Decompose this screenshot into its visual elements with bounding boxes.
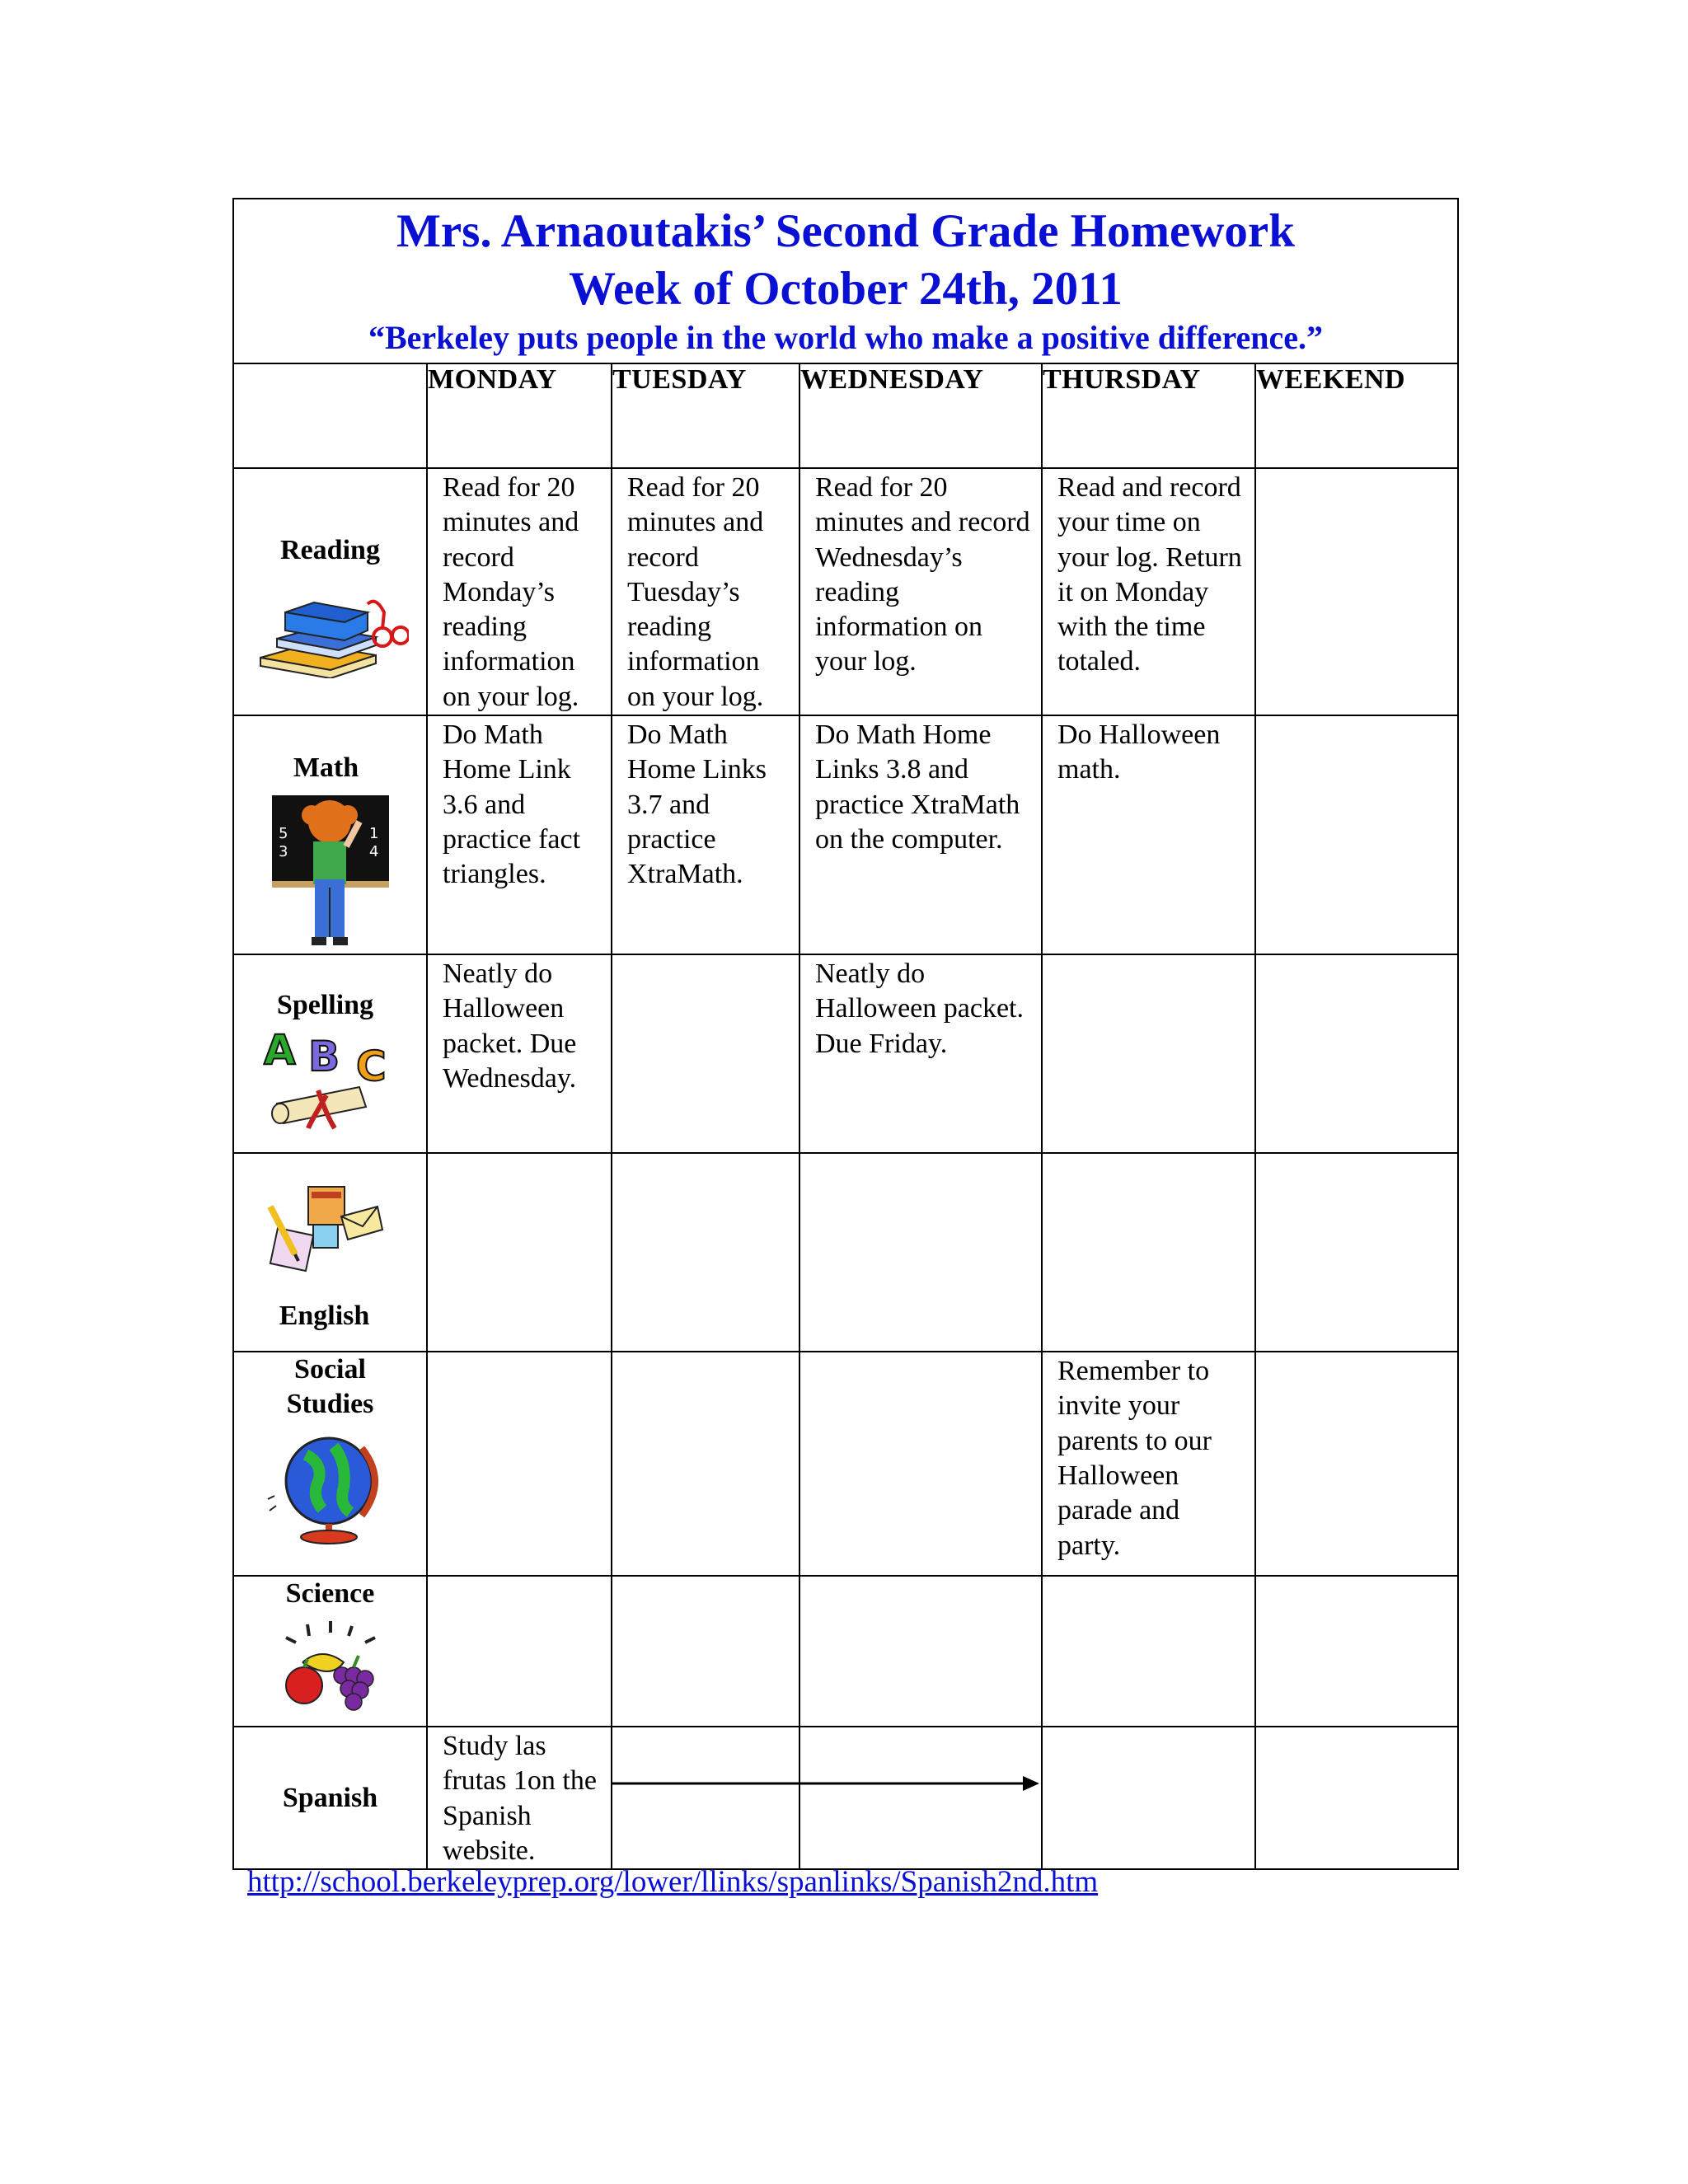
task-cell: Read and record your time on your log. Return it on Monday with the time totaled.: [1042, 468, 1255, 715]
task-cell: Do Math Home Links 3.7 and practice XtraMath.: [612, 715, 799, 954]
task-cell: [1255, 1576, 1458, 1727]
day-header-thursday: THURSDAY: [1042, 363, 1255, 468]
subject-row-reading: [233, 468, 1458, 715]
task-cell: Read for 20 minutes and record Wednesday’s reading information on your log.: [799, 468, 1042, 715]
task-cell: Study las frutas 1on the Spanish website.: [427, 1727, 612, 1869]
task-cell: [612, 1153, 799, 1352]
svg-text:1: 1: [368, 825, 378, 843]
task-cell: [612, 1576, 799, 1727]
task-cell: [1255, 715, 1458, 954]
student-chalkboard-icon: [269, 789, 392, 954]
subject-cell-english: [233, 1153, 427, 1352]
subject-cell-reading: [233, 468, 427, 715]
subject-label: Social Studies: [286, 1354, 374, 1420]
task-cell: [1255, 1153, 1458, 1352]
homework-table: [232, 198, 1459, 1870]
books-glasses-icon: [252, 579, 409, 678]
subject-label: Reading: [280, 535, 380, 565]
continue-arrow: [611, 1774, 1041, 1793]
task-cell: [612, 1727, 799, 1869]
svg-text:C: C: [355, 1043, 387, 1091]
task-cell: Do Math Home Links 3.8 and practice XtraMath on the computer.: [799, 715, 1042, 954]
task-cell: [799, 1352, 1042, 1576]
day-header-weekend: WEEKEND: [1255, 363, 1458, 468]
subject-label: Spanish: [282, 1782, 378, 1813]
writing-supplies-icon: [262, 1182, 386, 1272]
subject-row-science: [233, 1576, 1458, 1727]
task-cell: [1042, 1727, 1255, 1869]
task-cell: [799, 1576, 1042, 1727]
title-row: [233, 199, 1458, 363]
task-cell: [1255, 954, 1458, 1153]
subject-row-math: [233, 715, 1458, 954]
subject-row-spanish: [233, 1727, 1458, 1869]
task-cell: Remember to invite your parents to our Halloween parade and party.: [1042, 1352, 1255, 1576]
subject-row-social-studies: [233, 1352, 1458, 1576]
task-cell: [427, 1576, 612, 1727]
subject-cell-spelling: [233, 954, 427, 1153]
day-header-wednesday: WEDNESDAY: [799, 363, 1042, 468]
abc-scroll-icon: [260, 1024, 401, 1132]
globe-icon: [265, 1430, 396, 1545]
task-cell: Neatly do Halloween packet. Due Friday.: [799, 954, 1042, 1153]
task-cell: [1042, 1576, 1255, 1727]
task-cell: [427, 1153, 612, 1352]
subject-label: English: [279, 1301, 370, 1332]
task-cell: [612, 1352, 799, 1576]
task-cell: Do Math Home Link 3.6 and practice fact triangles.: [427, 715, 612, 954]
subject-label: Spelling: [276, 990, 374, 1021]
task-cell: [427, 1352, 612, 1576]
fruit-icon: [273, 1613, 388, 1712]
svg-text:4: 4: [368, 843, 378, 861]
task-cell: Read for 20 minutes and record Tuesday’s reading information on your log.: [612, 468, 799, 715]
subject-cell-science: [233, 1576, 427, 1727]
task-cell: [1042, 1153, 1255, 1352]
svg-text:A: A: [263, 1026, 296, 1075]
task-cell: Read for 20 minutes and record Monday’s reading information on your log.: [427, 468, 612, 715]
subject-row-english: [233, 1153, 1458, 1352]
task-cell: [799, 1727, 1042, 1869]
subject-cell-spanish: [233, 1727, 427, 1869]
task-cell: [1255, 468, 1458, 715]
day-header-tuesday: TUESDAY: [612, 363, 799, 468]
corner-cell: [233, 363, 427, 468]
task-cell: Neatly do Halloween packet. Due Wednesday.: [427, 954, 612, 1153]
svg-text:B: B: [307, 1033, 340, 1081]
day-header-monday: MONDAY: [427, 363, 612, 468]
task-cell: [1255, 1727, 1458, 1869]
homework-sheet: [232, 198, 1457, 1870]
svg-text:3: 3: [278, 843, 288, 861]
task-cell: [1042, 954, 1255, 1153]
subject-label: Math: [293, 752, 359, 784]
subject-row-spelling: [233, 954, 1458, 1153]
week-title: Week of October 24th, 2011: [569, 263, 1123, 315]
svg-text:5: 5: [278, 825, 288, 843]
subject-label: Science: [285, 1578, 375, 1610]
subject-cell-math: [233, 715, 427, 954]
spanish-website-link[interactable]: http://school.berkeleyprep.org/lower/llinks/spanlinks/Spanish2nd.htm: [247, 1865, 1099, 1899]
title-cell: [233, 199, 1458, 363]
subject-cell-social-studies: [233, 1352, 427, 1576]
task-cell: Do Halloween math.: [1042, 715, 1255, 954]
day-header-row: [233, 363, 1458, 468]
task-cell: [1255, 1352, 1458, 1576]
school-motto: “Berkeley puts people in the world who make a positive difference.”: [368, 319, 1324, 356]
task-cell: [799, 1153, 1042, 1352]
task-cell: [612, 954, 799, 1153]
page-title: Mrs. Arnaoutakis’ Second Grade Homework: [396, 205, 1295, 257]
